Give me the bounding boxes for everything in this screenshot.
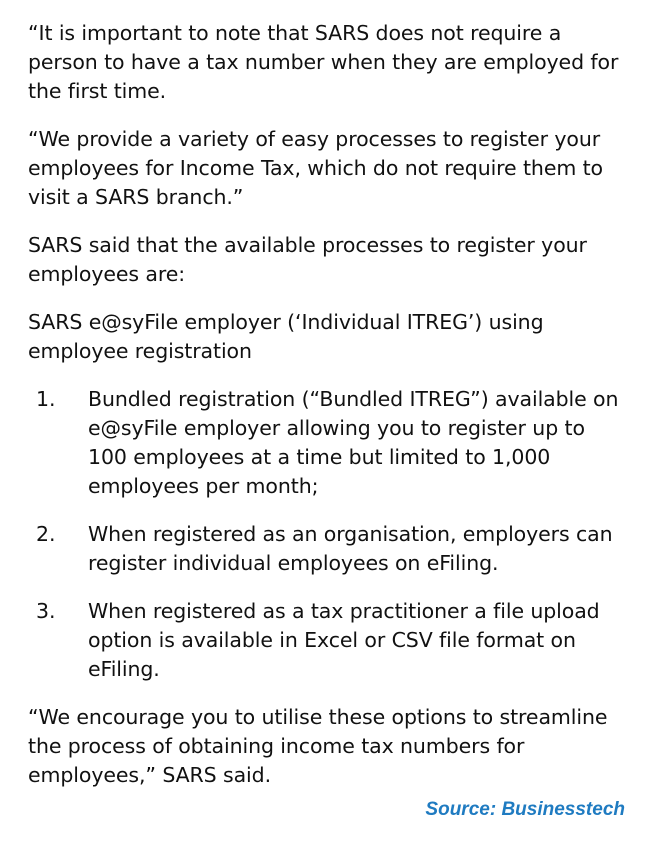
paragraph-available-processes: SARS said that the available processes to register your employees are:: [28, 233, 587, 286]
source-credit: Source: Businesstech: [425, 799, 625, 820]
article-body: [28, 19, 628, 809]
list-item: [28, 597, 628, 684]
paragraph-tax-number-note: “It is important to note that SARS does not require a person to have a tax number when they are employed for the first time.: [28, 21, 619, 103]
list-item-text: Bundled registration (“Bundled ITREG”) available on e@syFile employer allowing you to register up to 100 employees at a time but limited to 1,000 employees per month;: [88, 387, 619, 498]
list-item-number: 3.: [36, 599, 56, 623]
list-item-text: When registered as an organisation, employers can register individual employees on eFiling.: [88, 522, 613, 575]
list-item: [28, 520, 628, 578]
list-item: [28, 385, 628, 501]
paragraph-easy-processes: “We provide a variety of easy processes to register your employees for Income Tax, which do not require them to visit a SARS branch.”: [28, 127, 603, 209]
registration-options-list: [28, 385, 628, 684]
paragraph-easyfile-employer: SARS e@syFile employer (‘Individual ITREG’) using employee registration: [28, 310, 544, 363]
list-item-text: When registered as a tax practitioner a file upload option is available in Excel or CSV file format on eFiling.: [88, 599, 600, 681]
paragraph-encourage: “We encourage you to utilise these options to streamline the process of obtaining income tax numbers for employees,” SARS said.: [28, 705, 608, 787]
list-item-number: 2.: [36, 522, 56, 546]
list-item-number: 1.: [36, 387, 56, 411]
